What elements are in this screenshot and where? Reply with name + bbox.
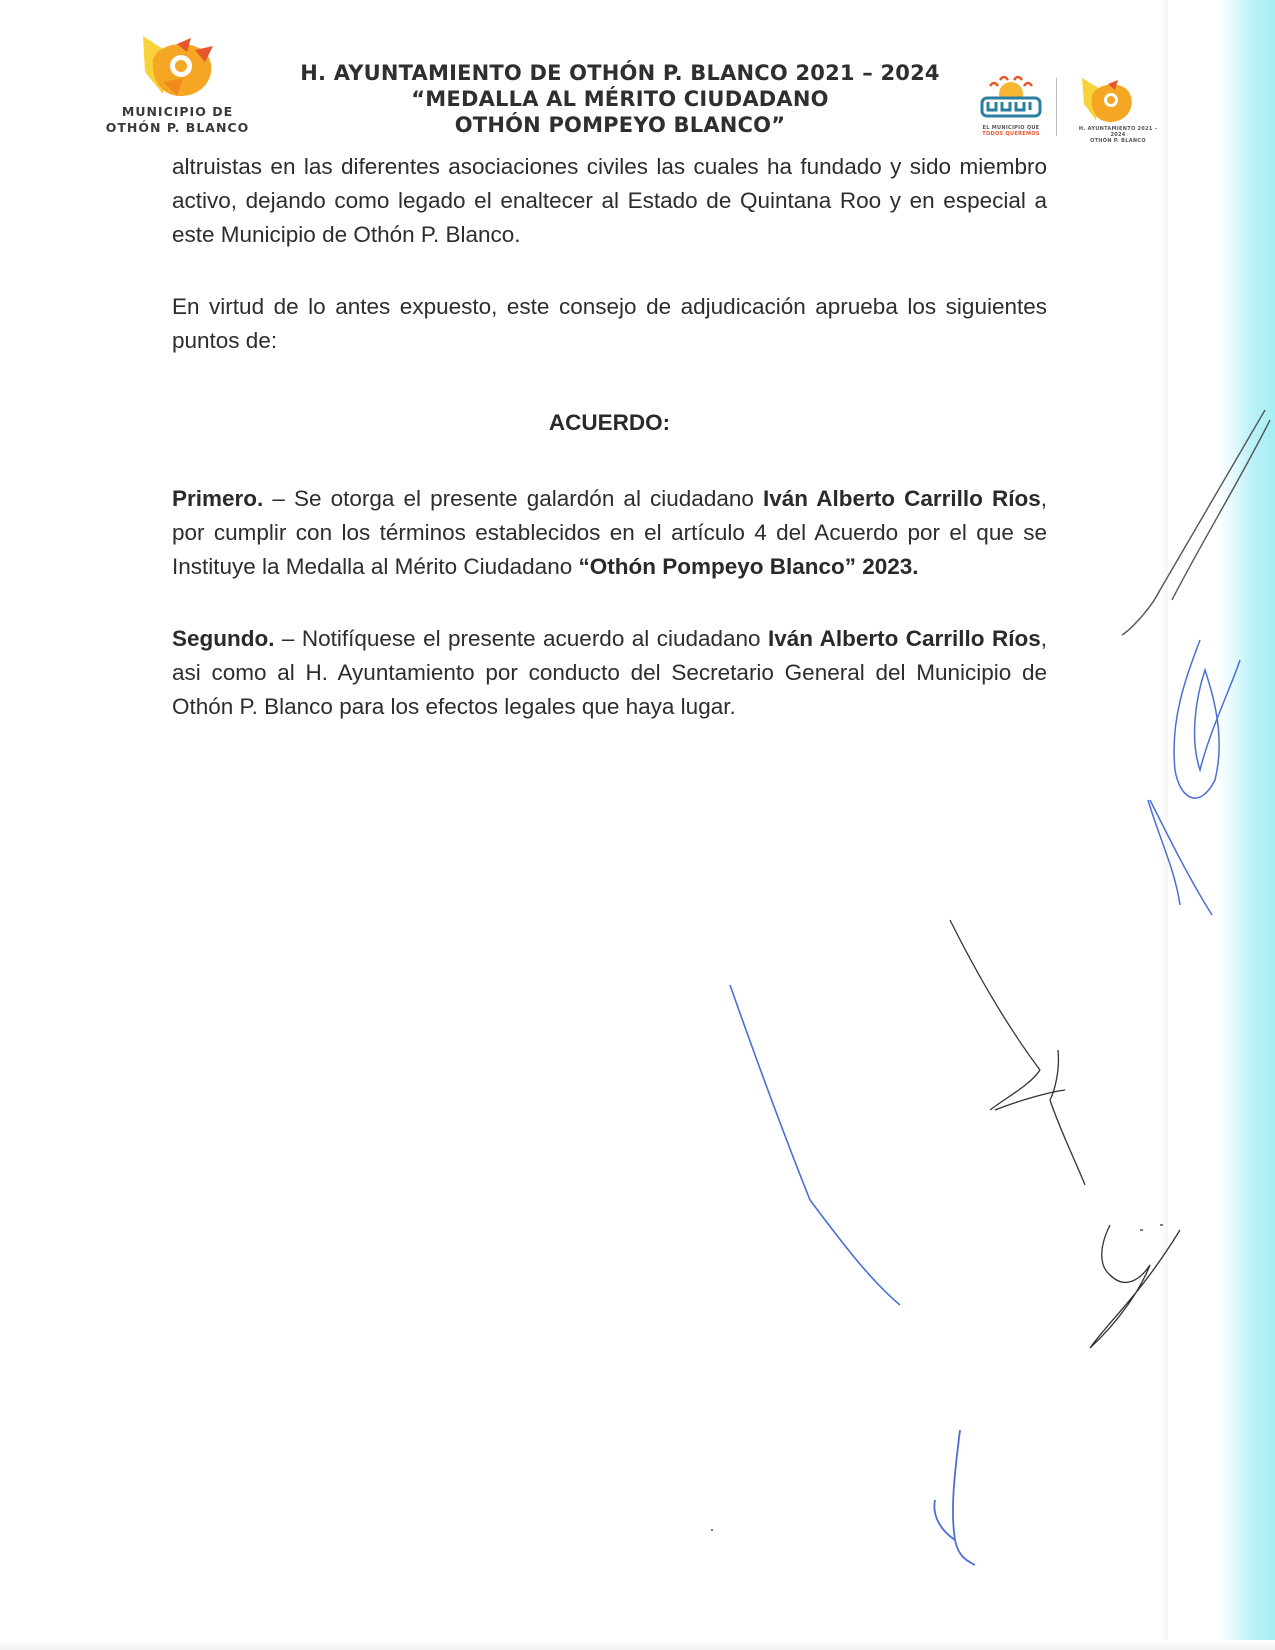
- municipio-logo-line2: OTHÓN P. BLANCO: [105, 120, 250, 135]
- document-body: [172, 150, 1047, 724]
- primero-recipient-name: Iván Alberto Carrillo Ríos: [762, 486, 1041, 511]
- municipio-logo-icon: [133, 32, 223, 102]
- primero-medal-name: “Othón Pompeyo Blanco” 2023.: [578, 554, 919, 579]
- logo-divider: [1056, 78, 1057, 136]
- segundo-text2: , asi como al H. Ayuntamiento por conducto del Secretario General del Municipio de Othón P. Blanco para los efectos legales que haya lugar.: [172, 626, 1047, 719]
- paragraph-segundo: [172, 622, 1047, 724]
- letterhead-title-line2: “MEDALLA AL MÉRITO CIUDADANO: [411, 87, 829, 111]
- ayuntamiento-logo-icon: [1078, 76, 1138, 124]
- page-shadow: [1160, 0, 1168, 1650]
- primero-label: Primero.: [172, 486, 264, 511]
- letterhead-title-line1: H. AYUNTAMIENTO DE OTHÓN P. BLANCO 2021 – 2024: [300, 61, 940, 85]
- segundo-text1: – Notifíquese el presente acuerdo al ciudadano: [274, 626, 768, 651]
- paragraph-primero: [172, 482, 1047, 584]
- municipio-logo: [90, 32, 265, 142]
- ayuntamiento-caption-line2: OTHÓN P. BLANCO: [1090, 138, 1146, 144]
- el-municipio-que-todos-queremos-icon: [976, 70, 1046, 126]
- scan-speck: [711, 1529, 713, 1531]
- el-municipio-caption-line1: EL MUNICIPIO QUE: [982, 125, 1040, 131]
- acuerdo-heading: ACUERDO:: [548, 410, 671, 435]
- segundo-recipient-name: Iván Alberto Carrillo Ríos: [767, 626, 1041, 651]
- el-municipio-caption: [972, 125, 1050, 137]
- municipio-logo-text: [90, 104, 265, 136]
- letterhead-title: [300, 60, 940, 138]
- primero-text1: – Se otorga el presente galardón al ciudadano: [263, 486, 763, 511]
- letterhead-title-line3: OTHÓN POMPEYO BLANCO”: [454, 113, 786, 137]
- paragraph-en-virtud: En virtud de lo antes expuesto, este consejo de adjudicación aprueba los siguientes puntos de:: [172, 294, 1047, 353]
- signature-bottom-blue: [934, 1430, 975, 1565]
- signature-center-black: [950, 920, 1085, 1185]
- el-municipio-caption-line2: TODOS QUEREMOS: [982, 131, 1040, 137]
- segundo-label: Segundo.: [172, 626, 275, 651]
- letterhead: [0, 0, 1217, 150]
- scan-edge-tint: [1217, 0, 1275, 1650]
- right-logos: [968, 70, 1168, 150]
- paragraph-altruistas: altruistas en las diferentes asociaciones civiles las cuales ha fundado y sido miembro activo, dejando como legado el enaltecer al Estado de Quintana Roo y en especial a este Municipio de Othón P. Blanco.: [172, 154, 1047, 247]
- primero-text2: , por cumplir con los términos establecidos en el artículo 4 del Acuerdo por el que se Instituye la Medalla al Mérito Ciudadano: [172, 486, 1047, 579]
- scan-bottom-edge: [0, 1640, 1275, 1650]
- ayuntamiento-caption-line1: H. AYUNTAMIENTO 2021 - 2024: [1078, 126, 1158, 138]
- ayuntamiento-caption: [1072, 126, 1164, 144]
- municipio-logo-line1: MUNICIPIO DE: [121, 104, 234, 119]
- signature-center-blue-line: [730, 985, 900, 1305]
